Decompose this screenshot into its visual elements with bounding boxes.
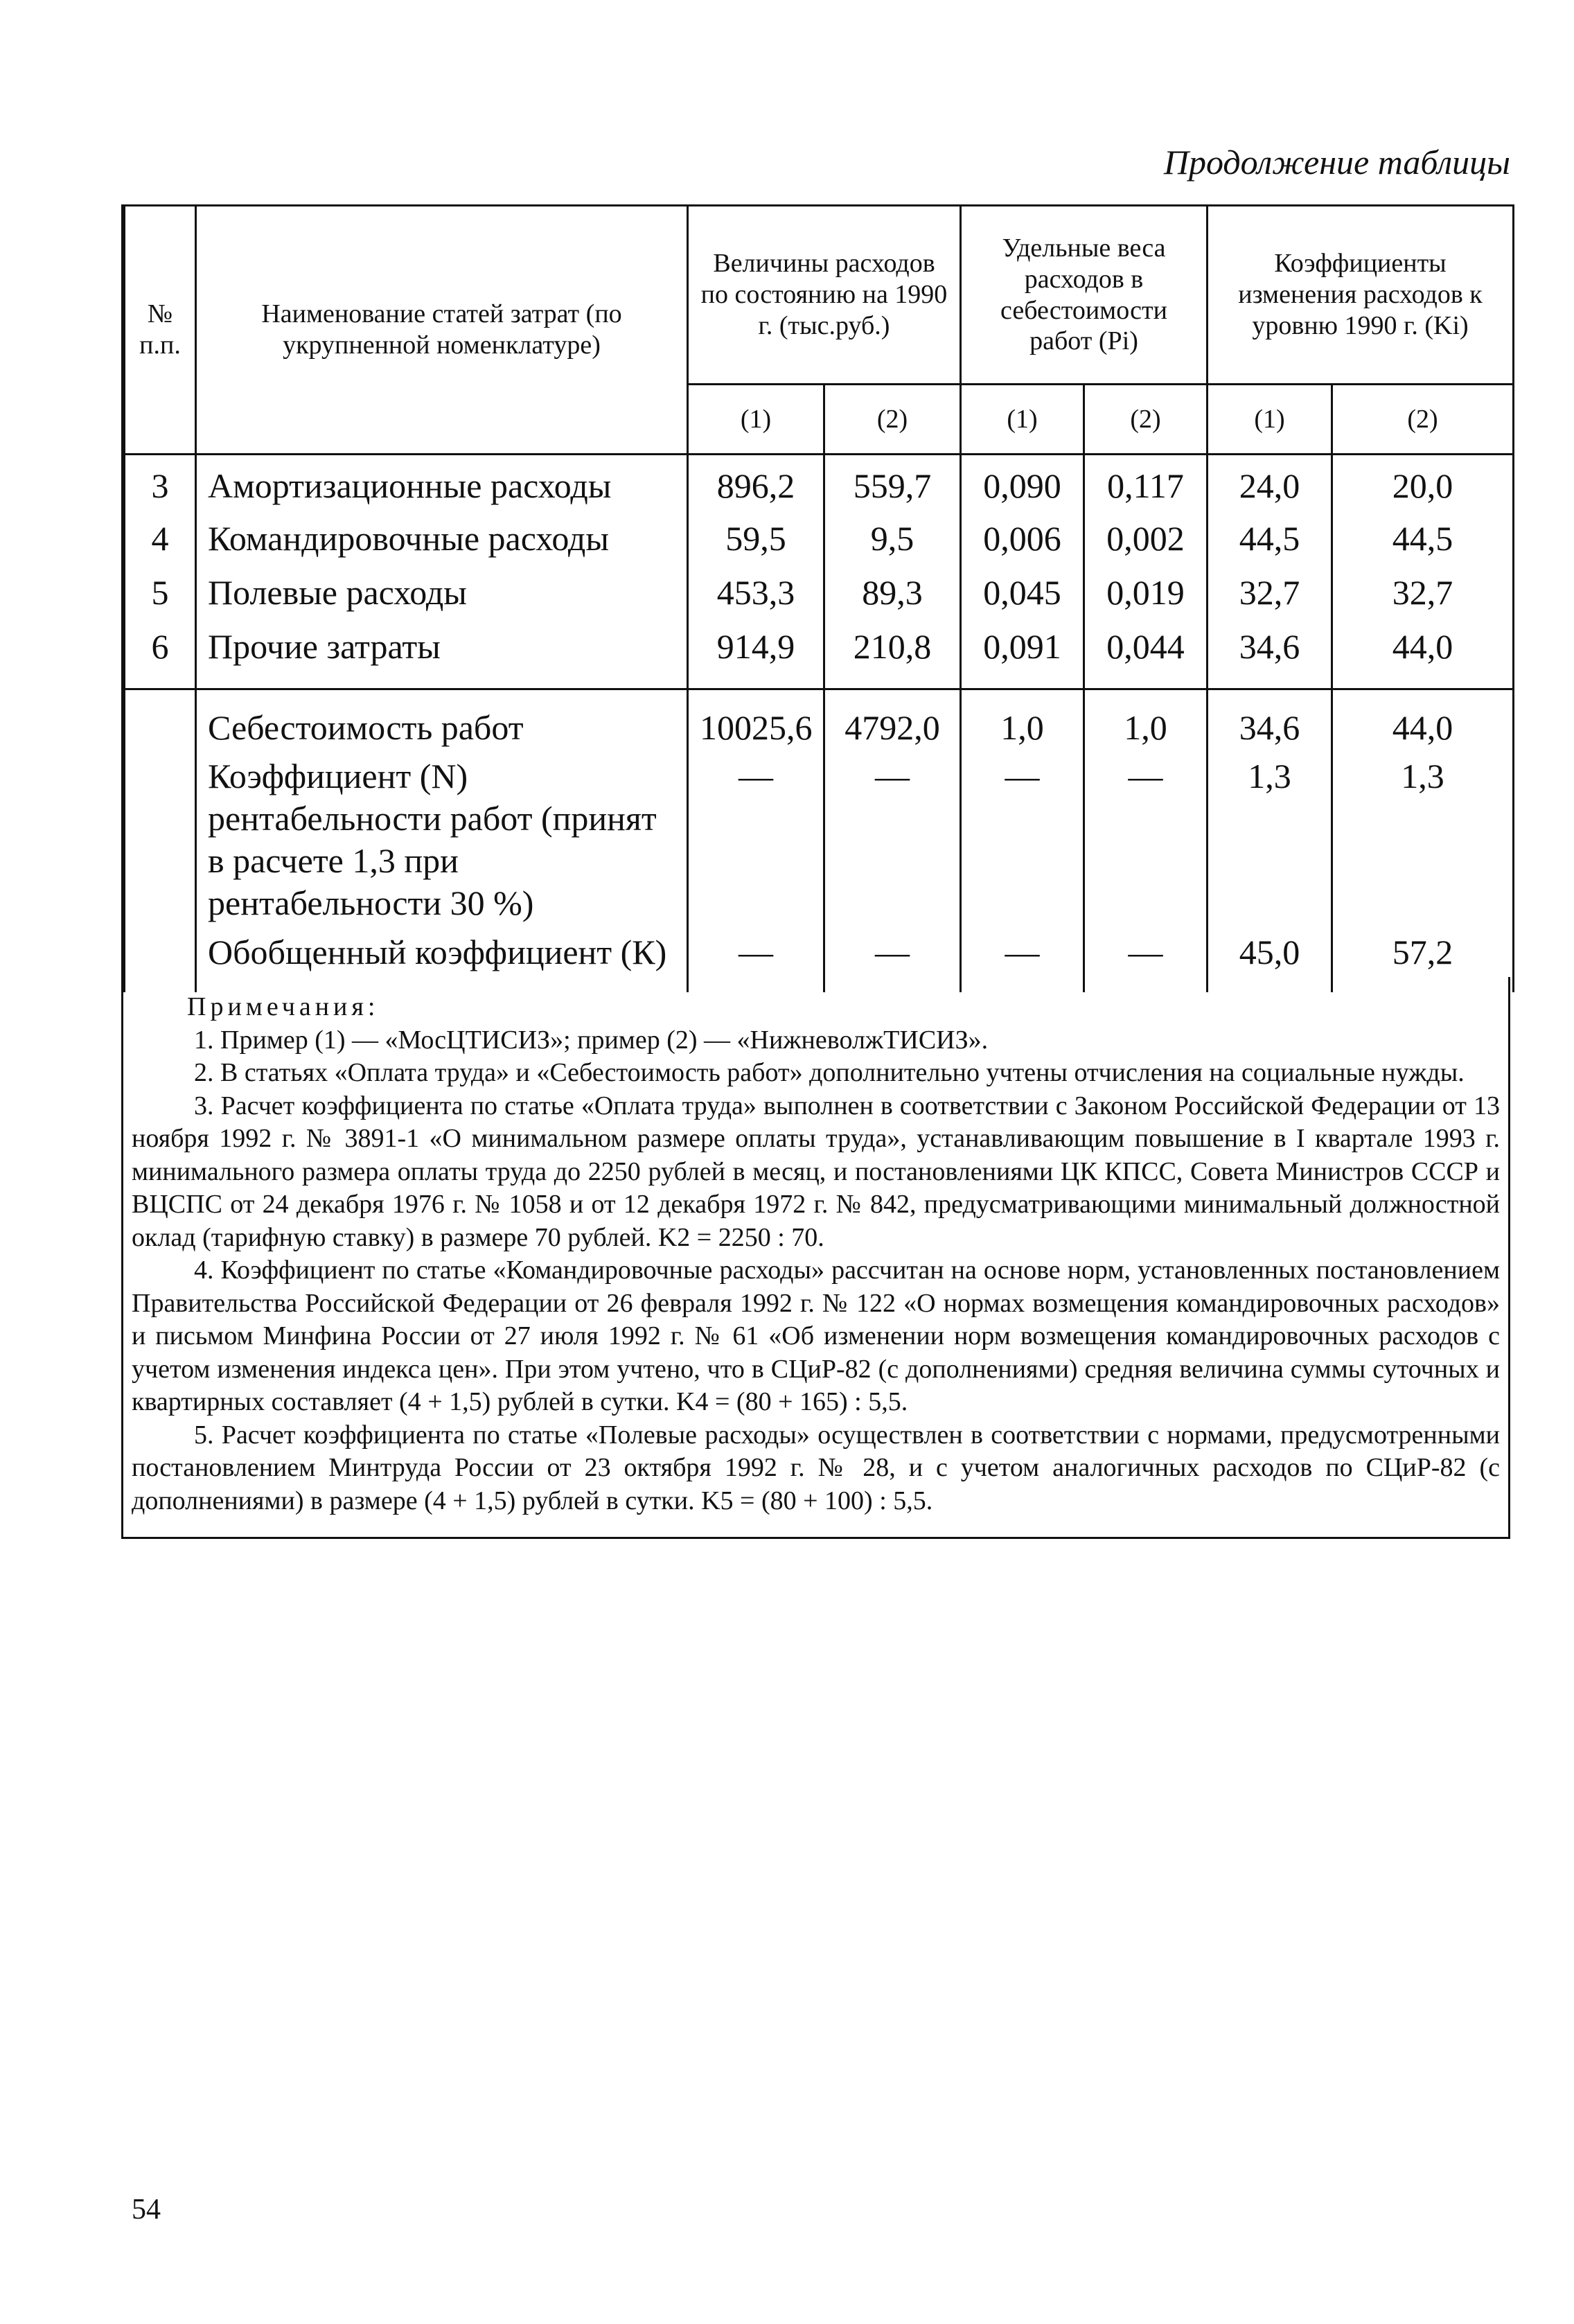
table-row [125,626,1514,689]
total-row [125,755,1514,931]
table-row [125,572,1514,626]
header-coefs: Коэффициенты изменения расходов к уровню 1990 г. (Ki) [1208,206,1514,385]
note-item: 4. Коэффициент по статье «Командировочные расходы» рассчитан на основе норм, установленных постановлением Правительства Российской Федерации от 26 февраля 1992 г. № 122 «О нормах возмещения командировочных расходов» и письмом Минфина России от 27 июля 1992 г. № 61 «Об изменении норм возмещения командировочных расходов с учетом изменения индекса цен». При этом учтено, что в СЦиР-82 (с дополнениями) средняя величина суммы суточных и квартирных составляет (4 + 1,5) рублей в сутки. K4 = (80 + 165) : 5,5. [132,1256,1500,1416]
row-coef-2: 44,0 [1332,626,1514,689]
subheader-values-1: (1) [688,385,824,455]
row-value-2: — [824,931,961,992]
row-value-1: 453,3 [688,572,824,626]
row-name: Амортизационные расходы [196,455,688,518]
row-coef-1: 34,6 [1208,689,1332,756]
row-coef-2: 57,2 [1332,931,1514,992]
row-weight-2: 0,044 [1084,626,1208,689]
row-weight-1: 0,090 [961,455,1084,518]
notes-block [121,977,1510,1539]
header-weights: Удельные веса расходов в себестоимости работ (Pi) [961,206,1208,385]
row-num [125,755,196,931]
note-item: 1. Пример (1) — «МосЦТИСИЗ»; пример (2) — «НижневолжТИСИЗ». [194,1025,989,1055]
subheader-values-2: (2) [824,385,961,455]
row-value-1: 914,9 [688,626,824,689]
cost-table [123,204,1514,992]
total-row [125,689,1514,756]
row-value-2: — [824,755,961,931]
row-num: 4 [125,518,196,572]
notes-title: Примечания: [187,992,380,1021]
row-weight-1: — [961,931,1084,992]
row-weight-1: — [961,755,1084,931]
row-weight-2: — [1084,755,1208,931]
row-weight-1: 0,006 [961,518,1084,572]
note-item: 5. Расчет коэффициента по статье «Полевые расходы» осуществлен в соответствии с нормами, предусмотренными постановлением Минтруда России от 23 октября 1992 г. № 28, и с учетом аналогичных расходов по СЦиР-82 (с дополнениями) в размере (4 + 1,5) рублей в сутки. K5 = (80 + 100) : 5,5. [132,1420,1500,1515]
row-name: Командировочные расходы [196,518,688,572]
row-coef-1: 34,6 [1208,626,1332,689]
cost-table-wrapper [121,204,1514,992]
header-name: Наименование статей затрат (по укрупненной номенклатуре) [196,206,688,455]
row-coef-1: 24,0 [1208,455,1332,518]
row-weight-1: 0,091 [961,626,1084,689]
row-name: Полевые расходы [196,572,688,626]
row-num: 5 [125,572,196,626]
row-value-2: 4792,0 [824,689,961,756]
row-weight-1: 0,045 [961,572,1084,626]
row-coef-2: 44,5 [1332,518,1514,572]
row-name: Обобщенный коэффициент (К) [196,931,688,992]
subheader-coefs-2: (2) [1332,385,1514,455]
page-number: 54 [132,2194,161,2226]
table-row [125,518,1514,572]
row-value-2: 89,3 [824,572,961,626]
row-value-1: — [688,755,824,931]
row-coef-1: 45,0 [1208,931,1332,992]
row-value-2: 559,7 [824,455,961,518]
row-name: Себестоимость работ [196,689,688,756]
row-value-2: 210,8 [824,626,961,689]
subheader-weights-2: (2) [1084,385,1208,455]
row-value-1: 10025,6 [688,689,824,756]
subheader-coefs-1: (1) [1208,385,1332,455]
row-coef-1: 32,7 [1208,572,1332,626]
row-name: Коэффициент (N) рентабельности работ (принят в расчете 1,3 при рентабельности 30 %) [196,755,688,931]
row-name: Прочие затраты [196,626,688,689]
row-value-1: 59,5 [688,518,824,572]
row-coef-2: 1,3 [1332,755,1514,931]
row-coef-2: 44,0 [1332,689,1514,756]
row-coef-2: 32,7 [1332,572,1514,626]
header-num: № п.п. [125,206,196,455]
row-coef-1: 1,3 [1208,755,1332,931]
subheader-weights-1: (1) [961,385,1084,455]
row-weight-2: 0,002 [1084,518,1208,572]
row-value-1: 896,2 [688,455,824,518]
note-item: 3. Расчет коэффициента по статье «Оплата труда» выполнен в соответствии с Законом Российской Федерации от 13 ноября 1992 г. № 3891-1 «О минимальном размере оплаты труда», устанавливающим повышение в I квартале 1993 г. минимального размера оплаты труда до 2250 рублей в месяц, и постановлениями ЦК КПСС, Совета Министров СССР и ВЦСПС от 24 декабря 1976 г. № 1058 и от 12 декабря 1972 г. № 842, предусматривающими минимальный должностной оклад (тарифную ставку) в размере 70 рублей. K2 = 2250 : 70. [132,1091,1500,1252]
table-row [125,455,1514,518]
row-value-1: — [688,931,824,992]
row-num [125,689,196,756]
note-item: 2. В статьях «Оплата труда» и «Себестоимость работ» дополнительно учтены отчисления на социальные нужды. [194,1058,1465,1087]
row-value-2: 9,5 [824,518,961,572]
row-coef-1: 44,5 [1208,518,1332,572]
row-num: 3 [125,455,196,518]
row-num: 6 [125,626,196,689]
row-weight-1: 1,0 [961,689,1084,756]
row-weight-2: 0,117 [1084,455,1208,518]
row-weight-2: 0,019 [1084,572,1208,626]
row-coef-2: 20,0 [1332,455,1514,518]
row-weight-2: 1,0 [1084,689,1208,756]
header-values: Величины расходов по состоянию на 1990 г. (тыс.руб.) [688,206,961,385]
table-caption: Продолжение таблицы [1163,143,1510,182]
row-weight-2: — [1084,931,1208,992]
